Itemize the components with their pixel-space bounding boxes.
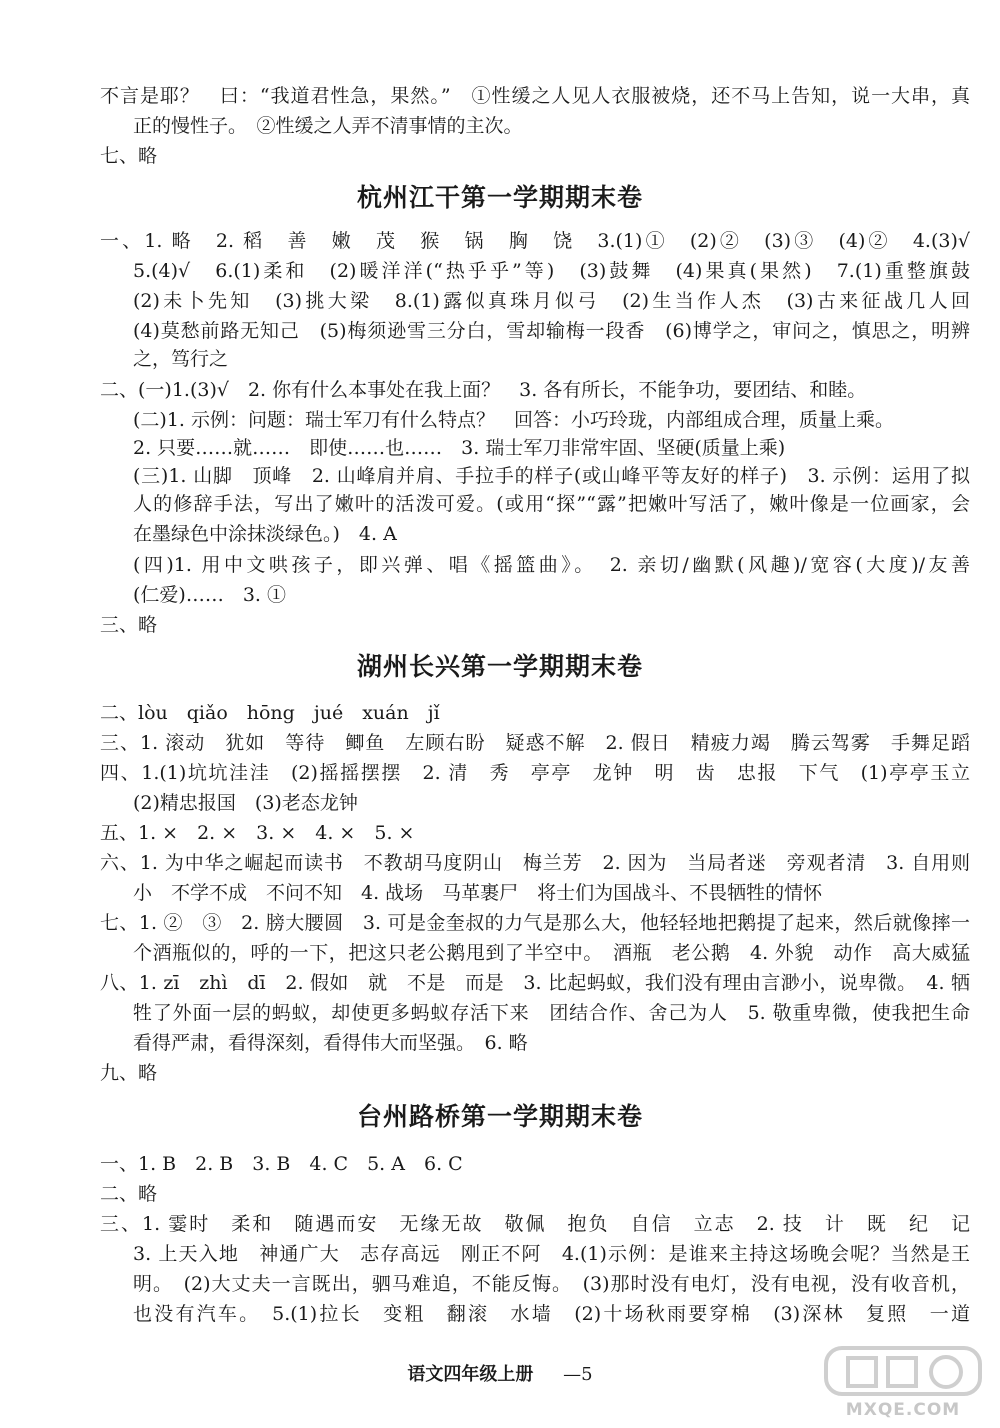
text-line: 七、略 [100,145,158,167]
watermark-logo [818,1342,988,1422]
answer-line: 二、(一)1.(3)√ 2. 你有什么本事处在我上面？ 3. 各有所长，不能争功，要团结、和睦。 [100,379,867,401]
answer-line: 二、略 [100,1183,158,1205]
answer-line: 一、1. 略 2. 稻 善 嫩 茂 猴 锅 胸 饶 3.(1)① (2)② (3)③ (4)② 4.(3)√ [100,230,970,252]
answer-line: 5.(4)√ 6.(1)柔和 (2)暖洋洋(“热乎乎”等) (3)鼓舞 (4)果真(果然) 7.(1)重整旗鼓 [133,260,970,282]
text-line: 不言是耶？ 曰：“我道君性急，果然。” ①性缓之人见人衣服被烧，还不马上告知，说一大串，真 [100,85,970,107]
section-title: 杭州江干第一学期期末卷 [356,183,643,212]
answer-line: 三、略 [100,614,158,636]
answer-line: 牲了外面一层的蚂蚁，却使更多蚂蚁存活下来 团结合作、舍己为人 5. 敬重卑微，使我把生命 [133,1002,970,1024]
footer-subject: 语文四年级上册 [407,1364,534,1385]
section-title: 台州路桥第一学期期末卷 [356,1102,643,1131]
answer-line: (4)莫愁前路无知己 (5)梅须逊雪三分白，雪却输梅一段香 (6)博学之，审问之，慎思之，明辨 [133,320,970,342]
answer-line: 七、1. ② ③ 2. 膀大腰圆 3. 可是金奎叔的力气是那么大，他轻轻地把鹅提了起来，然后就像摔一 [100,912,970,934]
answer-line: 3. 上天入地 神通广大 志存高远 刚正不阿 4.(1)示例：是谁来主持这场晚会呢？当然是王 [133,1243,970,1265]
answer-line: 八、1. zī zhì dī 2. 假如 就 不是 而是 3. 比起蚂蚁，我们没有理由言渺小，说卑微。 4. 牺 [100,972,970,994]
answer-line: 三、1. 滚动 犹如 等待 鲫鱼 左顾右盼 疑惑不解 2. 假日 精疲力竭 腾云驾雾 手舞足蹈 [100,732,970,754]
page-number: —5 [563,1364,593,1385]
answer-line: 六、1. 为中华之崛起而读书 不教胡马度阴山 梅兰芳 2. 因为 当局者迷 旁观者清 3. 自用则 [100,852,970,874]
answer-line: 小 不学不成 不问不知 4. 战场 马革裹尸 将士们为国战斗、不畏牺牲的情怀 [133,882,823,904]
text-line: 正的慢性子。 ②性缓之人弄不清事情的主次。 [133,115,523,137]
answer-line: 之，笃行之 [133,348,229,370]
answer-line: 2. 只要……就…… 即使……也…… 3. 瑞士军刀非常牢固、坚硬(质量上乘) [133,437,786,459]
answer-line: 个酒瓶似的，呼的一下，把这只老公鹅甩到了半空中。 酒瓶 老公鹅 4. 外貌 动作 高大威猛 [133,942,970,964]
answer-line: 也没有汽车。 5.(1)拉长 变粗 翻滚 水墙 (2)十场秋雨要穿棉 (3)深林 复照 一道 [133,1303,970,1325]
watermark-badge-icon [818,1342,988,1402]
section-title: 湖州长兴第一学期期末卷 [356,652,643,681]
answer-line: 九、略 [100,1062,158,1084]
answer-line: (四)1. 用中文哄孩子，即兴弹、唱《摇篮曲》。 2. 亲切/幽默(风趣)/宽容(大度)/友善 [133,554,970,576]
answer-line: 三、1. 霎时 柔和 随遇而安 无缘无故 敬佩 抱负 自信 立志 2. 技 计 既 纪 记 [100,1213,970,1235]
answer-line: 人的修辞手法，写出了嫩叶的活泼可爱。(或用“探”“露”把嫩叶写活了，嫩叶像是一位画家，会 [133,493,970,515]
answer-line: 四、1.(1)坑坑洼洼 (2)摇摇摆摆 2. 清 秀 亭亭 龙钟 明 齿 忠报 下气 (1)亭亭玉立 [100,762,970,784]
answer-line: 二、lòu qiǎo hōng jué xuán jǐ [100,702,440,724]
answer-line: (三)1. 山脚 顶峰 2. 山峰肩并肩、手拉手的样子(或山峰平等友好的样子) 3. 示例：运用了拟 [133,465,970,487]
answer-line: (仁爱)…… 3. ① [133,584,286,606]
answer-line: 一、1. B 2. B 3. B 4. C 5. A 6. C [100,1153,463,1175]
answer-line: (二)1. 示例：问题：瑞士军刀有什么特点？ 回答：小巧玲珑，内部组成合理，质量上乘。 [133,409,894,431]
answer-line: 五、1. × 2. × 3. × 4. × 5. × [100,822,415,844]
answer-line: 看得严肃，看得深刻，看得伟大而坚强。 6. 略 [133,1032,528,1054]
watermark-url: MXQE.COM [845,1400,961,1420]
answer-line: 明。 (2)大丈夫一言既出，驷马难追，不能反悔。 (3)那时没有电灯，没有电视，没有收音机， [133,1273,970,1295]
answer-line: (2)未卜先知 (3)挑大梁 8.(1)露似真珠月似弓 (2)生当作人杰 (3)古来征战几人回 [133,290,970,312]
answer-line: (2)精忠报国 (3)老态龙钟 [133,792,358,814]
answer-line: 在墨绿色中涂抹淡绿色。) 4. A [133,523,397,545]
